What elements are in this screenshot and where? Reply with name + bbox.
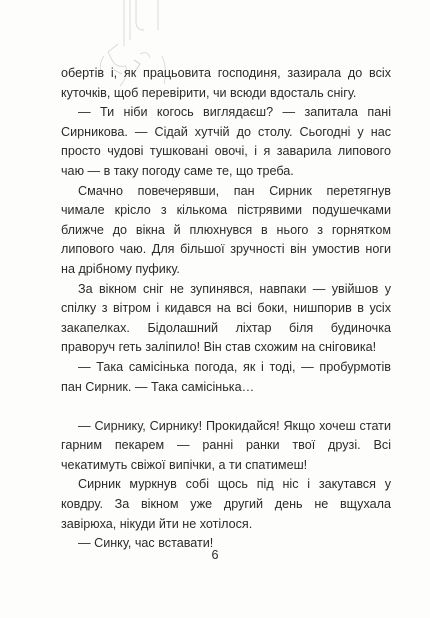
section-break — [61, 397, 391, 417]
paragraph: — Сирнику, Сирнику! Прокидайся! Якщо хочеш стати гарним пекарем — ранні ранки твої друзі. Всі чекатимуть свіжої випічки, а ти спатимеш! — [61, 418, 391, 472]
page-number: 6 — [211, 548, 219, 562]
paragraph: — Така самісінька погода, як і тоді, — пробурмотів пан Сирник. — Така самісінька… — [61, 359, 391, 394]
paragraph: — Синку, час вставати! — [78, 536, 214, 551]
paragraph: Сирник муркнув собі щось під ніс і закутався у ковдру. За вікном уже другий день не вщухала завірюха, нікуди йти не хотілося. — [61, 477, 391, 531]
paragraph: — Ти ніби когось виглядаєш? — запитала пані Сирникова. — Сідай хутчій до столу. Сьогодні у нас просто чудові тушковані овочі, і я заварила липового чаю — в таку погоду саме те, що треба. — [61, 105, 391, 178]
paragraph: За вікном сніг не зупинявся, навпаки — увійшов у спілку з вітром і кидався на всі боки, нишпорив в усіх закапелках. Бідолашний ліхтар біля будиночка праворуч геть заліпило! Він став схожим на сніговика! — [61, 281, 391, 355]
body-text — [61, 64, 391, 554]
paragraph: обертів і, як працьовита господиня, зазирала до всіх куточків, щоб перевірити, чи всюди вдосталь снігу. — [61, 66, 391, 100]
paragraph: Смачно повечерявши, пан Сирник перетягнув чимале крісло з кількома пістрявими подушечками ближче до вікна й плюхнувся в нього з горнятком липового чаю. Для більшої зручності він умостив ноги на дрібному пуфику. — [61, 183, 391, 276]
